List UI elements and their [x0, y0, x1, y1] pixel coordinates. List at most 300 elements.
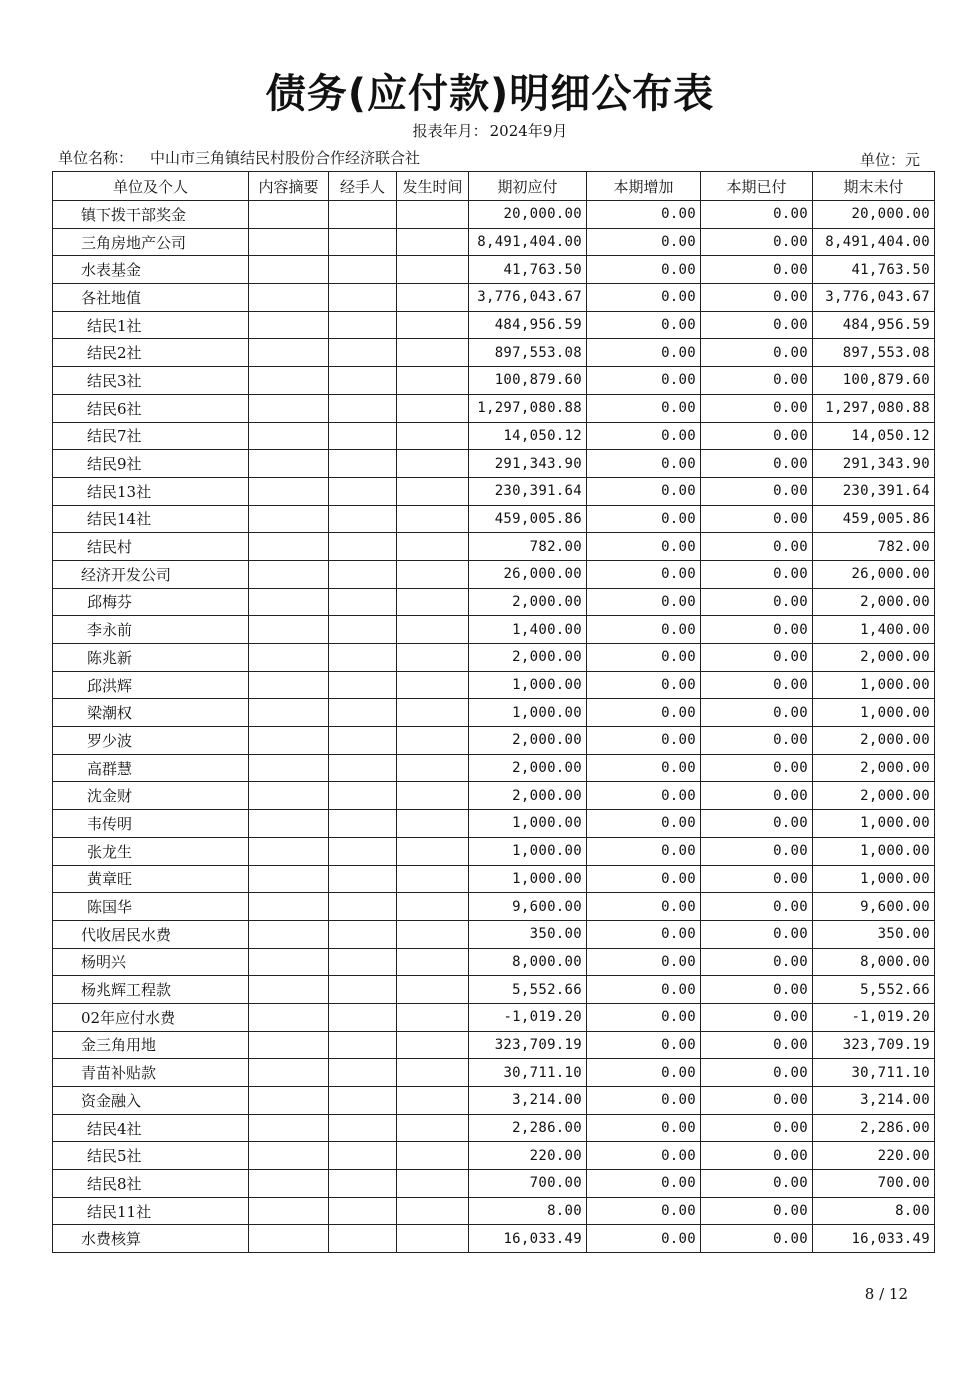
paid-cell: 0.00	[701, 1059, 813, 1087]
date-cell	[397, 394, 469, 422]
increase-cell: 0.00	[587, 837, 701, 865]
opening-cell: 897,553.08	[469, 339, 587, 367]
summary-cell	[249, 976, 329, 1004]
date-cell	[397, 1142, 469, 1170]
date-cell	[397, 893, 469, 921]
summary-cell	[249, 477, 329, 505]
paid-cell: 0.00	[701, 1142, 813, 1170]
increase-cell: 0.00	[587, 450, 701, 478]
summary-cell	[249, 1170, 329, 1198]
closing-cell: 1,400.00	[813, 616, 935, 644]
entity-name: 青苗补贴款	[53, 1059, 249, 1087]
paid-cell: 0.00	[701, 644, 813, 672]
paid-cell: 0.00	[701, 256, 813, 284]
date-cell	[397, 837, 469, 865]
closing-cell: 1,000.00	[813, 837, 935, 865]
col-header-handler: 经手人	[329, 172, 397, 201]
table-row	[53, 311, 935, 339]
date-cell	[397, 1225, 469, 1253]
date-cell	[397, 810, 469, 838]
date-cell	[397, 1031, 469, 1059]
table-row	[53, 256, 935, 284]
table-row	[53, 477, 935, 505]
entity-name: 结民3社	[53, 367, 249, 395]
closing-cell: 1,000.00	[813, 699, 935, 727]
table-row	[53, 284, 935, 312]
handler-cell	[329, 505, 397, 533]
handler-cell	[329, 1059, 397, 1087]
unit-label: 单位：元	[859, 151, 920, 169]
opening-cell: 700.00	[469, 1170, 587, 1198]
increase-cell: 0.00	[587, 339, 701, 367]
increase-cell: 0.00	[587, 782, 701, 810]
closing-cell: 1,000.00	[813, 810, 935, 838]
summary-cell	[249, 311, 329, 339]
summary-cell	[249, 1003, 329, 1031]
date-cell	[397, 1087, 469, 1115]
date-cell	[397, 976, 469, 1004]
paid-cell: 0.00	[701, 671, 813, 699]
entity-name: 李永前	[53, 616, 249, 644]
handler-cell	[329, 533, 397, 561]
table-row	[53, 948, 935, 976]
paid-cell: 0.00	[701, 367, 813, 395]
opening-cell: 20,000.00	[469, 201, 587, 229]
paid-cell: 0.00	[701, 699, 813, 727]
increase-cell: 0.00	[587, 616, 701, 644]
closing-cell: 1,000.00	[813, 671, 935, 699]
handler-cell	[329, 1031, 397, 1059]
date-cell	[397, 754, 469, 782]
date-cell	[397, 422, 469, 450]
opening-cell: 3,214.00	[469, 1087, 587, 1115]
handler-cell	[329, 1225, 397, 1253]
entity-name: 梁潮权	[53, 699, 249, 727]
date-cell	[397, 339, 469, 367]
date-cell	[397, 477, 469, 505]
entity-name: 陈国华	[53, 893, 249, 921]
table-row	[53, 699, 935, 727]
col-header-increase: 本期增加	[587, 172, 701, 201]
handler-cell	[329, 1003, 397, 1031]
entity-name: 结民14社	[53, 505, 249, 533]
increase-cell: 0.00	[587, 533, 701, 561]
entity-name: 高群慧	[53, 754, 249, 782]
table-row	[53, 339, 935, 367]
report-period-label: 报表年月：	[412, 122, 488, 140]
summary-cell	[249, 228, 329, 256]
handler-cell	[329, 671, 397, 699]
closing-cell: -1,019.20	[813, 1003, 935, 1031]
closing-cell: 9,600.00	[813, 893, 935, 921]
increase-cell: 0.00	[587, 976, 701, 1004]
date-cell	[397, 256, 469, 284]
entity-name: 结民5社	[53, 1142, 249, 1170]
date-cell	[397, 671, 469, 699]
increase-cell: 0.00	[587, 920, 701, 948]
paid-cell: 0.00	[701, 1114, 813, 1142]
entity-name: 水费核算	[53, 1225, 249, 1253]
increase-cell: 0.00	[587, 893, 701, 921]
opening-cell: 9,600.00	[469, 893, 587, 921]
table-row	[53, 1114, 935, 1142]
opening-cell: 2,000.00	[469, 782, 587, 810]
summary-cell	[249, 837, 329, 865]
opening-cell: 484,956.59	[469, 311, 587, 339]
table-row	[53, 865, 935, 893]
table-row	[53, 422, 935, 450]
entity-name: 韦传明	[53, 810, 249, 838]
entity-name: 结民13社	[53, 477, 249, 505]
closing-cell: 1,000.00	[813, 865, 935, 893]
entity-name: 代收居民水费	[53, 920, 249, 948]
table-row	[53, 837, 935, 865]
increase-cell: 0.00	[587, 588, 701, 616]
closing-cell: 2,000.00	[813, 782, 935, 810]
handler-cell	[329, 754, 397, 782]
table-row	[53, 727, 935, 755]
opening-cell: 323,709.19	[469, 1031, 587, 1059]
handler-cell	[329, 727, 397, 755]
closing-cell: 230,391.64	[813, 477, 935, 505]
date-cell	[397, 920, 469, 948]
table-header-row	[53, 172, 935, 201]
opening-cell: 230,391.64	[469, 477, 587, 505]
closing-cell: 100,879.60	[813, 367, 935, 395]
paid-cell: 0.00	[701, 394, 813, 422]
handler-cell	[329, 450, 397, 478]
opening-cell: 459,005.86	[469, 505, 587, 533]
opening-cell: 100,879.60	[469, 367, 587, 395]
summary-cell	[249, 671, 329, 699]
date-cell	[397, 644, 469, 672]
table-row	[53, 367, 935, 395]
opening-cell: 1,000.00	[469, 837, 587, 865]
date-cell	[397, 1003, 469, 1031]
opening-cell: 41,763.50	[469, 256, 587, 284]
handler-cell	[329, 1197, 397, 1225]
table-row	[53, 644, 935, 672]
handler-cell	[329, 311, 397, 339]
paid-cell: 0.00	[701, 339, 813, 367]
summary-cell	[249, 394, 329, 422]
opening-cell: -1,019.20	[469, 1003, 587, 1031]
closing-cell: 291,343.90	[813, 450, 935, 478]
summary-cell	[249, 782, 329, 810]
page-title: 债务(应付款)明细公布表	[265, 71, 715, 117]
closing-cell: 8.00	[813, 1197, 935, 1225]
paid-cell: 0.00	[701, 893, 813, 921]
closing-cell: 323,709.19	[813, 1031, 935, 1059]
date-cell	[397, 533, 469, 561]
opening-cell: 30,711.10	[469, 1059, 587, 1087]
col-header-closing: 期末未付	[813, 172, 935, 201]
summary-cell	[249, 810, 329, 838]
entity-name: 三角房地产公司	[53, 228, 249, 256]
date-cell	[397, 450, 469, 478]
summary-cell	[249, 1031, 329, 1059]
summary-cell	[249, 893, 329, 921]
opening-cell: 8,000.00	[469, 948, 587, 976]
summary-cell	[249, 450, 329, 478]
summary-cell	[249, 754, 329, 782]
increase-cell: 0.00	[587, 948, 701, 976]
entity-name: 结民8社	[53, 1170, 249, 1198]
entity-name: 邱梅芬	[53, 588, 249, 616]
paid-cell: 0.00	[701, 284, 813, 312]
table-body	[53, 201, 935, 1253]
handler-cell	[329, 893, 397, 921]
handler-cell	[329, 837, 397, 865]
summary-cell	[249, 201, 329, 229]
closing-cell: 2,286.00	[813, 1114, 935, 1142]
handler-cell	[329, 256, 397, 284]
paid-cell: 0.00	[701, 1197, 813, 1225]
date-cell	[397, 505, 469, 533]
date-cell	[397, 948, 469, 976]
handler-cell	[329, 422, 397, 450]
closing-cell: 8,000.00	[813, 948, 935, 976]
paid-cell: 0.00	[701, 837, 813, 865]
table-row	[53, 560, 935, 588]
entity-name: 沈金财	[53, 782, 249, 810]
summary-cell	[249, 339, 329, 367]
summary-cell	[249, 256, 329, 284]
table-row	[53, 228, 935, 256]
increase-cell: 0.00	[587, 1114, 701, 1142]
increase-cell: 0.00	[587, 1059, 701, 1087]
increase-cell: 0.00	[587, 1142, 701, 1170]
increase-cell: 0.00	[587, 699, 701, 727]
closing-cell: 2,000.00	[813, 754, 935, 782]
summary-cell	[249, 1114, 329, 1142]
handler-cell	[329, 588, 397, 616]
opening-cell: 220.00	[469, 1142, 587, 1170]
paid-cell: 0.00	[701, 920, 813, 948]
table-row	[53, 810, 935, 838]
table-row	[53, 893, 935, 921]
closing-cell: 220.00	[813, 1142, 935, 1170]
paid-cell: 0.00	[701, 1003, 813, 1031]
closing-cell: 459,005.86	[813, 505, 935, 533]
entity-name: 罗少波	[53, 727, 249, 755]
date-cell	[397, 367, 469, 395]
table-row	[53, 588, 935, 616]
table-row	[53, 671, 935, 699]
handler-cell	[329, 810, 397, 838]
date-cell	[397, 1170, 469, 1198]
closing-cell: 20,000.00	[813, 201, 935, 229]
opening-cell: 2,000.00	[469, 727, 587, 755]
date-cell	[397, 311, 469, 339]
opening-cell: 5,552.66	[469, 976, 587, 1004]
increase-cell: 0.00	[587, 367, 701, 395]
opening-cell: 2,286.00	[469, 1114, 587, 1142]
paid-cell: 0.00	[701, 976, 813, 1004]
opening-cell: 1,000.00	[469, 671, 587, 699]
summary-cell	[249, 1225, 329, 1253]
col-header-entity: 单位及个人	[53, 172, 249, 201]
opening-cell: 291,343.90	[469, 450, 587, 478]
handler-cell	[329, 394, 397, 422]
summary-cell	[249, 505, 329, 533]
summary-cell	[249, 865, 329, 893]
date-cell	[397, 284, 469, 312]
handler-cell	[329, 201, 397, 229]
increase-cell: 0.00	[587, 1003, 701, 1031]
table-row	[53, 533, 935, 561]
entity-name: 杨明兴	[53, 948, 249, 976]
opening-cell: 2,000.00	[469, 754, 587, 782]
increase-cell: 0.00	[587, 422, 701, 450]
paid-cell: 0.00	[701, 1087, 813, 1115]
summary-cell	[249, 284, 329, 312]
table-row	[53, 1087, 935, 1115]
paid-cell: 0.00	[701, 450, 813, 478]
date-cell	[397, 1114, 469, 1142]
paid-cell: 0.00	[701, 727, 813, 755]
paid-cell: 0.00	[701, 422, 813, 450]
paid-cell: 0.00	[701, 810, 813, 838]
increase-cell: 0.00	[587, 1170, 701, 1198]
increase-cell: 0.00	[587, 256, 701, 284]
entity-name: 结民村	[53, 533, 249, 561]
col-header-opening: 期初应付	[469, 172, 587, 201]
increase-cell: 0.00	[587, 1225, 701, 1253]
closing-cell: 2,000.00	[813, 727, 935, 755]
entity-name: 金三角用地	[53, 1031, 249, 1059]
handler-cell	[329, 1142, 397, 1170]
date-cell	[397, 588, 469, 616]
increase-cell: 0.00	[587, 477, 701, 505]
table-row	[53, 1170, 935, 1198]
table-row	[53, 920, 935, 948]
increase-cell: 0.00	[587, 810, 701, 838]
opening-cell: 1,400.00	[469, 616, 587, 644]
increase-cell: 0.00	[587, 1087, 701, 1115]
opening-cell: 8.00	[469, 1197, 587, 1225]
table-row	[53, 1142, 935, 1170]
date-cell	[397, 1059, 469, 1087]
entity-name: 镇下拨干部奖金	[53, 201, 249, 229]
table-row	[53, 1003, 935, 1031]
summary-cell	[249, 367, 329, 395]
table-row	[53, 782, 935, 810]
table-row	[53, 616, 935, 644]
col-header-date: 发生时间	[397, 172, 469, 201]
entity-name: 水表基金	[53, 256, 249, 284]
table-row	[53, 450, 935, 478]
increase-cell: 0.00	[587, 671, 701, 699]
closing-cell: 484,956.59	[813, 311, 935, 339]
handler-cell	[329, 228, 397, 256]
table-row	[53, 1059, 935, 1087]
paid-cell: 0.00	[701, 948, 813, 976]
opening-cell: 1,297,080.88	[469, 394, 587, 422]
closing-cell: 16,033.49	[813, 1225, 935, 1253]
closing-cell: 26,000.00	[813, 560, 935, 588]
paid-cell: 0.00	[701, 477, 813, 505]
date-cell	[397, 1197, 469, 1225]
opening-cell: 1,000.00	[469, 699, 587, 727]
closing-cell: 1,297,080.88	[813, 394, 935, 422]
table-row	[53, 394, 935, 422]
summary-cell	[249, 1142, 329, 1170]
paid-cell: 0.00	[701, 201, 813, 229]
summary-cell	[249, 920, 329, 948]
summary-cell	[249, 727, 329, 755]
paid-cell: 0.00	[701, 311, 813, 339]
increase-cell: 0.00	[587, 754, 701, 782]
org-label: 单位名称：	[58, 149, 134, 167]
entity-name: 结民7社	[53, 422, 249, 450]
handler-cell	[329, 699, 397, 727]
col-header-summary: 内容摘要	[249, 172, 329, 201]
paid-cell: 0.00	[701, 782, 813, 810]
closing-cell: 2,000.00	[813, 588, 935, 616]
table-row	[53, 505, 935, 533]
opening-cell: 1,000.00	[469, 865, 587, 893]
entity-name: 结民11社	[53, 1197, 249, 1225]
entity-name: 结民6社	[53, 394, 249, 422]
closing-cell: 30,711.10	[813, 1059, 935, 1087]
opening-cell: 26,000.00	[469, 560, 587, 588]
table-row	[53, 1031, 935, 1059]
table-row	[53, 754, 935, 782]
opening-cell: 1,000.00	[469, 810, 587, 838]
summary-cell	[249, 948, 329, 976]
paid-cell: 0.00	[701, 616, 813, 644]
entity-name: 资金融入	[53, 1087, 249, 1115]
date-cell	[397, 782, 469, 810]
table-row	[53, 1225, 935, 1253]
summary-cell	[249, 699, 329, 727]
table-row	[53, 201, 935, 229]
handler-cell	[329, 616, 397, 644]
handler-cell	[329, 560, 397, 588]
entity-name: 结民9社	[53, 450, 249, 478]
entity-name: 黄章旺	[53, 865, 249, 893]
entity-name: 各社地值	[53, 284, 249, 312]
handler-cell	[329, 1170, 397, 1198]
increase-cell: 0.00	[587, 727, 701, 755]
paid-cell: 0.00	[701, 560, 813, 588]
entity-name: 结民2社	[53, 339, 249, 367]
entity-name: 结民4社	[53, 1114, 249, 1142]
increase-cell: 0.00	[587, 644, 701, 672]
increase-cell: 0.00	[587, 1031, 701, 1059]
summary-cell	[249, 533, 329, 561]
closing-cell: 350.00	[813, 920, 935, 948]
date-cell	[397, 865, 469, 893]
increase-cell: 0.00	[587, 284, 701, 312]
summary-cell	[249, 1059, 329, 1087]
date-cell	[397, 560, 469, 588]
increase-cell: 0.00	[587, 394, 701, 422]
increase-cell: 0.00	[587, 201, 701, 229]
closing-cell: 2,000.00	[813, 644, 935, 672]
closing-cell: 700.00	[813, 1170, 935, 1198]
handler-cell	[329, 782, 397, 810]
summary-cell	[249, 422, 329, 450]
handler-cell	[329, 477, 397, 505]
report-period	[0, 120, 980, 141]
opening-cell: 2,000.00	[469, 644, 587, 672]
handler-cell	[329, 865, 397, 893]
opening-cell: 14,050.12	[469, 422, 587, 450]
page-number: 8 / 12	[864, 1285, 908, 1303]
closing-cell: 782.00	[813, 533, 935, 561]
